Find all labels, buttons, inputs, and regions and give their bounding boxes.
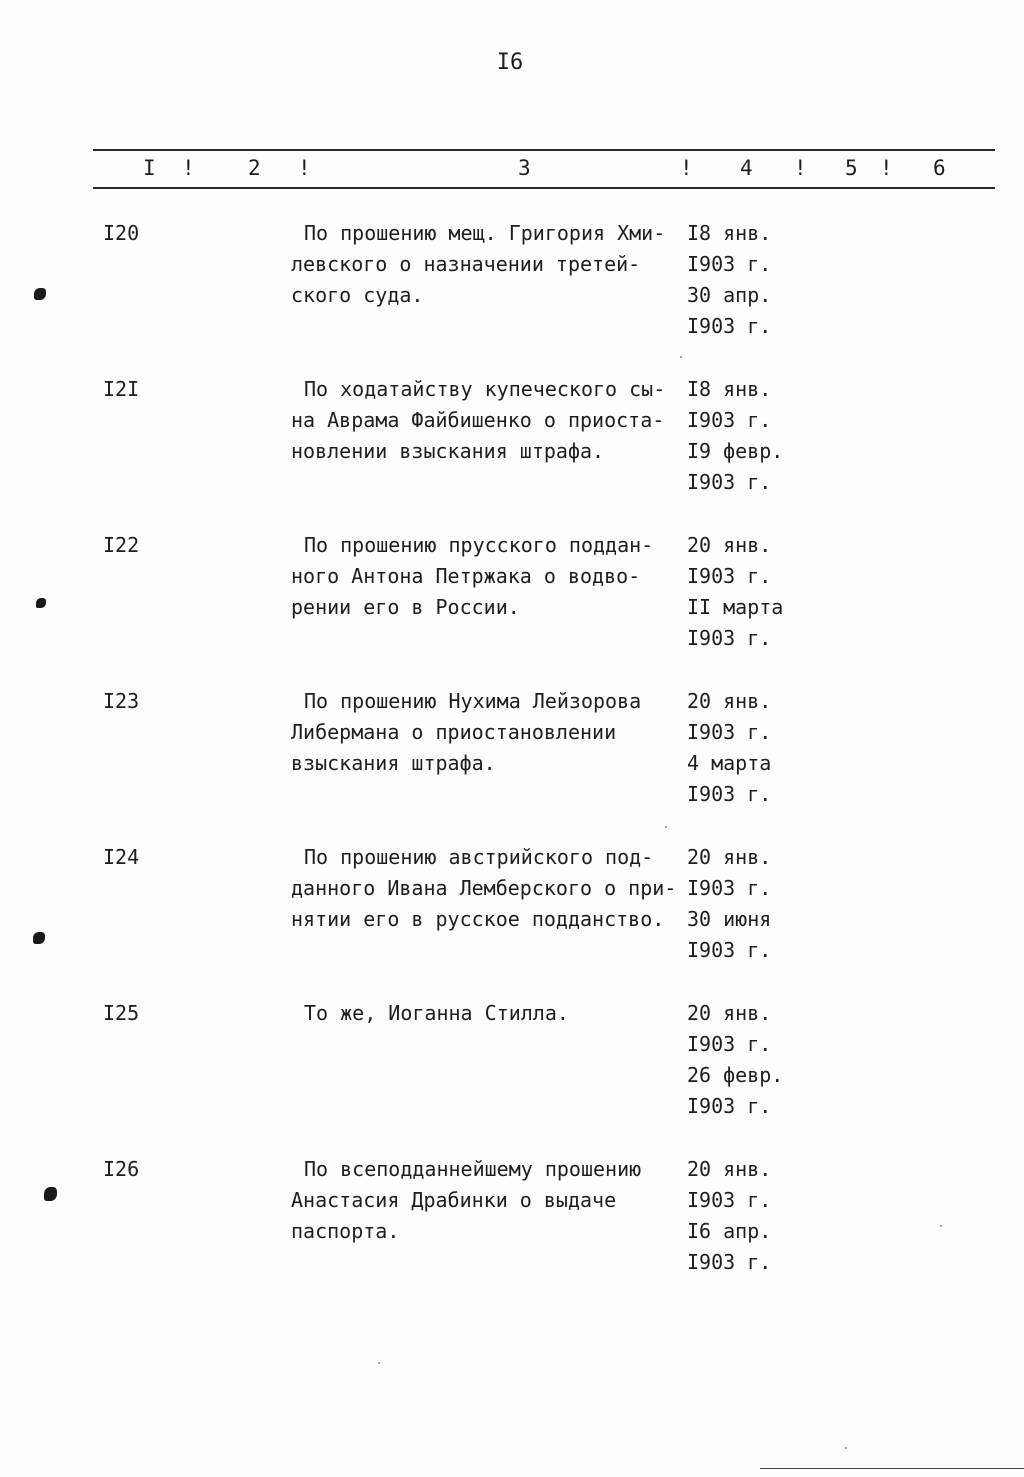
date-end: II марта [687, 595, 784, 619]
date-start-year: I903 г. [687, 1032, 772, 1056]
speck [845, 1447, 847, 1449]
description-line: левского о назначении третей- [291, 252, 641, 276]
description-line: По всеподданнейшему прошению [304, 1157, 642, 1181]
entry-number: I24 [103, 845, 140, 869]
punch-mark [36, 598, 46, 608]
punch-mark [34, 288, 46, 300]
date-start: 20 янв. [687, 533, 772, 557]
description-line: нятии его в русское подданство. [291, 907, 665, 931]
header-separator: ! [680, 156, 693, 180]
date-end-year: I903 г. [687, 938, 772, 962]
date-start: I8 янв. [687, 377, 772, 401]
entry-description [291, 218, 681, 311]
header-col-5: 5 [845, 156, 858, 180]
entry-number: I22 [103, 533, 140, 557]
date-start-year: I903 г. [687, 564, 772, 588]
entry-row [0, 1154, 1024, 1284]
date-end-year: I903 г. [687, 470, 772, 494]
entry-description [291, 686, 681, 779]
footer-rule [760, 1468, 1024, 1469]
entry-dates [687, 998, 817, 1122]
description-line: взыскания штрафа. [291, 751, 496, 775]
description-line: ского суда. [291, 283, 424, 307]
header-col-2: 2 [248, 156, 261, 180]
entry-description [291, 842, 681, 935]
header-separator: ! [182, 156, 195, 180]
entry-row [0, 530, 1024, 660]
entry-dates [687, 218, 817, 342]
entry-row [0, 998, 1024, 1128]
header-col-3: 3 [518, 156, 531, 180]
date-start: I8 янв. [687, 221, 772, 245]
entry-dates [687, 842, 817, 966]
entry-number: I23 [103, 689, 140, 713]
date-end: 4 марта [687, 751, 772, 775]
date-end: I9 февр. [687, 439, 784, 463]
description-line: ного Антона Петржака о водво- [291, 564, 641, 588]
date-end-year: I903 г. [687, 1250, 772, 1274]
header-top-rule [93, 149, 995, 151]
date-end: 26 февр. [687, 1063, 784, 1087]
date-end: 30 июня [687, 907, 772, 931]
entry-dates [687, 686, 817, 810]
header-separator: ! [298, 156, 311, 180]
entry-row [0, 686, 1024, 816]
date-end: 30 апр. [687, 283, 772, 307]
date-end-year: I903 г. [687, 314, 772, 338]
header-col-1: I [143, 156, 156, 180]
entry-row [0, 374, 1024, 504]
speck [665, 826, 667, 828]
entry-dates [687, 530, 817, 654]
date-start: 20 янв. [687, 1001, 772, 1025]
header-bottom-rule [93, 187, 995, 189]
description-line: рении его в России. [291, 595, 520, 619]
entry-description [291, 1154, 681, 1247]
entry-description [291, 998, 681, 1029]
header-separator: ! [794, 156, 807, 180]
punch-mark [44, 1187, 57, 1201]
date-start: 20 янв. [687, 689, 772, 713]
entry-dates [687, 374, 817, 498]
date-end-year: I903 г. [687, 1094, 772, 1118]
punch-mark [33, 932, 45, 944]
date-start: 20 янв. [687, 1157, 772, 1181]
date-start: 20 янв. [687, 845, 772, 869]
entry-dates [687, 1154, 817, 1278]
date-start-year: I903 г. [687, 720, 772, 744]
description-line: Либермана о приостановлении [291, 720, 617, 744]
description-line: Анастасия Драбинки о выдаче [291, 1188, 617, 1212]
speck [378, 1362, 380, 1364]
date-end-year: I903 г. [687, 782, 772, 806]
speck [940, 1225, 942, 1227]
header-col-6: 6 [933, 156, 946, 180]
entry-number: I25 [103, 1001, 140, 1025]
entry-description [291, 530, 681, 623]
entry-number: I2I [103, 377, 140, 401]
description-line: новлении взыскания штрафа. [291, 439, 605, 463]
description-line: паспорта. [291, 1219, 400, 1243]
header-col-4: 4 [740, 156, 753, 180]
date-start-year: I903 г. [687, 408, 772, 432]
date-start-year: I903 г. [687, 1188, 772, 1212]
description-line: То же, Иоганна Стилла. [304, 1001, 569, 1025]
speck [680, 356, 682, 358]
date-end: I6 апр. [687, 1219, 772, 1243]
header-separator: ! [880, 156, 893, 180]
page-number: I6 [496, 50, 524, 75]
entry-number: I26 [103, 1157, 140, 1181]
description-line: По прошению Нухима Лейзорова [304, 689, 642, 713]
description-line: на Аврама Файбишенко о приоста- [291, 408, 665, 432]
description-line: По ходатайству купеческого сы- [304, 377, 666, 401]
date-start-year: I903 г. [687, 252, 772, 276]
description-line: По прошению мещ. Григория Хми- [304, 221, 666, 245]
date-end-year: I903 г. [687, 626, 772, 650]
entry-number: I20 [103, 221, 140, 245]
entry-row [0, 842, 1024, 972]
description-line: По прошению австрийского под- [304, 845, 654, 869]
entry-description [291, 374, 681, 467]
date-start-year: I903 г. [687, 876, 772, 900]
description-line: По прошению прусского поддан- [304, 533, 654, 557]
description-line: данного Ивана Лемберского о при- [291, 876, 677, 900]
entry-row [0, 218, 1024, 348]
